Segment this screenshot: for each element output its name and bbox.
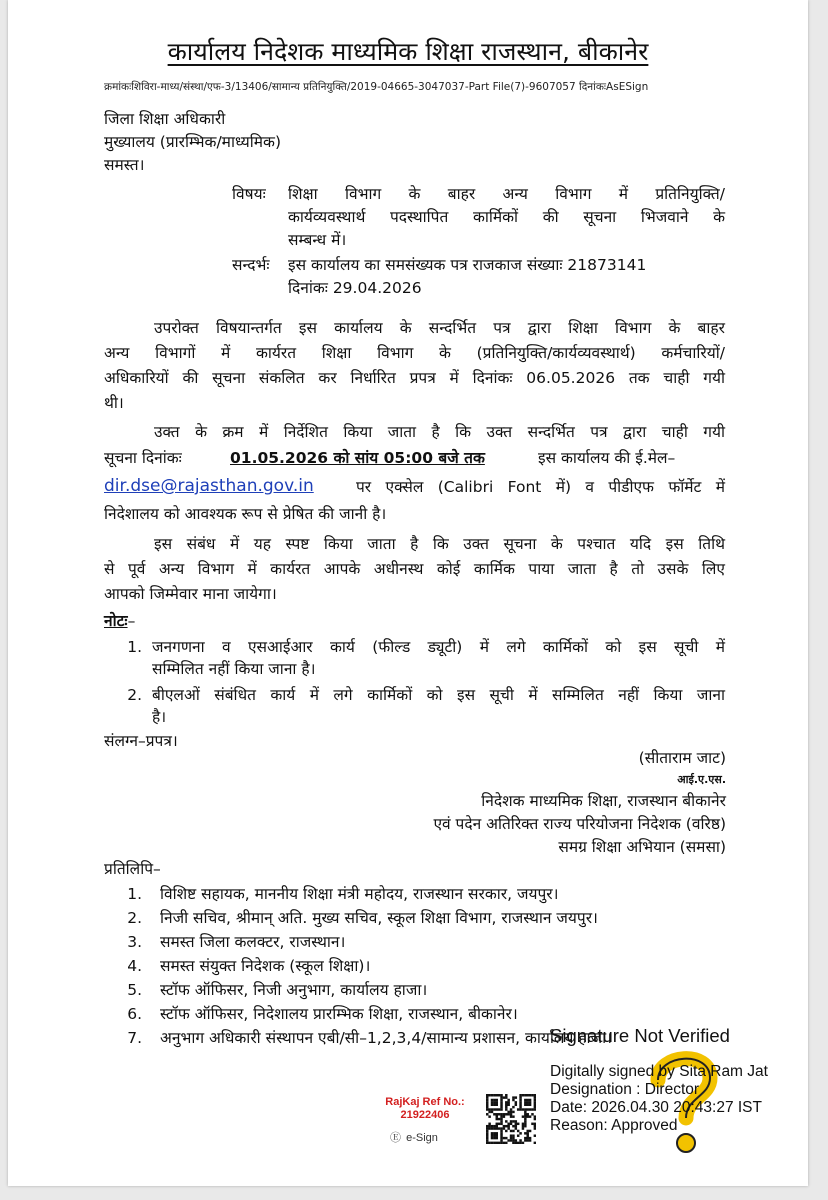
qr-module bbox=[503, 1096, 505, 1098]
qr-module bbox=[522, 1115, 524, 1117]
qr-module bbox=[488, 1115, 490, 1117]
signatory-designation-3: समग्र शिक्षा अभियान (समसा) bbox=[558, 838, 726, 856]
paragraph-2-date-prefix: सूचना दिनांकः bbox=[104, 449, 182, 467]
qr-module bbox=[496, 1142, 498, 1144]
qr-module bbox=[515, 1120, 517, 1122]
addressee-line-2: मुख्यालय (प्रारम्भिक/माध्यमिक) bbox=[104, 133, 282, 151]
qr-module bbox=[526, 1104, 528, 1106]
qr-module bbox=[493, 1137, 495, 1139]
qr-module bbox=[510, 1113, 512, 1115]
qr-module bbox=[488, 1111, 490, 1113]
qr-module bbox=[512, 1125, 514, 1127]
signature-signed-by: Digitally signed by Sita Ram Jat bbox=[550, 1063, 768, 1080]
qr-module bbox=[519, 1106, 521, 1108]
qr-module bbox=[512, 1115, 514, 1117]
signature-date: Date: 2026.04.30 20:43:27 IST bbox=[550, 1099, 762, 1116]
note-item-number: 1. bbox=[127, 638, 142, 656]
qr-module bbox=[488, 1123, 490, 1125]
qr-module bbox=[486, 1125, 488, 1127]
reference-number-line: क्रमांकःशिविरा-माध्य/संस्था/एफ-3/13406/सामान्य प्रतिनियुक्ति/2019-04665-3047037-Part File(7)-9607057 दिनांकःAsESign bbox=[104, 81, 649, 93]
qr-module bbox=[503, 1137, 505, 1139]
qr-module bbox=[510, 1120, 512, 1122]
signatory-designation-1: निदेशक माध्यमिक शिक्षा, राजस्थान बीकानेर bbox=[481, 792, 726, 810]
qr-module bbox=[486, 1113, 488, 1115]
signatory-service: आई.ए.एस. bbox=[677, 773, 726, 786]
reference-line-1: इस कार्यालय का समसंख्यक पत्र राजकाज संख्याः 21873141 bbox=[288, 256, 647, 274]
qr-module bbox=[534, 1142, 536, 1144]
qr-module bbox=[534, 1099, 536, 1101]
reference-line-2: दिनांकः 29.04.2026 bbox=[288, 279, 422, 297]
qr-module bbox=[524, 1137, 526, 1139]
qr-module bbox=[529, 1104, 531, 1106]
copy-item-2: निजी सचिव, श्रीमान् अति. मुख्य सचिव, स्कूल शिक्षा विभाग, राजस्थान जयपुर। bbox=[160, 909, 598, 927]
qr-module bbox=[496, 1132, 498, 1134]
qr-module bbox=[515, 1142, 517, 1144]
qr-module bbox=[496, 1101, 498, 1103]
qr-module bbox=[534, 1096, 536, 1098]
qr-module bbox=[500, 1099, 502, 1101]
qr-module bbox=[524, 1104, 526, 1106]
reference-label: सन्दर्भः bbox=[232, 256, 270, 274]
qr-module bbox=[500, 1120, 502, 1122]
qr-module bbox=[486, 1127, 488, 1129]
qr-module bbox=[534, 1127, 536, 1129]
qr-module bbox=[488, 1094, 490, 1096]
qr-module bbox=[491, 1094, 493, 1096]
qr-module bbox=[531, 1094, 533, 1096]
paragraph-2-line-3: पर एक्सेल (Calibri Font में) व पीडीएफ फॉर्मेट में bbox=[356, 478, 725, 496]
qr-module bbox=[510, 1111, 512, 1113]
qr-module bbox=[524, 1108, 526, 1110]
qr-module bbox=[517, 1123, 519, 1125]
qr-module bbox=[529, 1094, 531, 1096]
qr-module bbox=[491, 1132, 493, 1134]
qr-module bbox=[526, 1108, 528, 1110]
qr-module bbox=[500, 1108, 502, 1110]
qr-module bbox=[510, 1134, 512, 1136]
qr-module bbox=[524, 1101, 526, 1103]
qr-module bbox=[534, 1101, 536, 1103]
qr-module bbox=[486, 1104, 488, 1106]
qr-module bbox=[500, 1094, 502, 1096]
qr-module bbox=[491, 1099, 493, 1101]
copy-item-1: विशिष्ट सहायक, माननीय शिक्षा मंत्री महोदय, राजस्थान सरकार, जयपुर। bbox=[160, 885, 559, 903]
qr-module bbox=[522, 1094, 524, 1096]
qr-module bbox=[531, 1123, 533, 1125]
subject-label: विषयः bbox=[232, 185, 266, 203]
qr-module bbox=[500, 1139, 502, 1141]
qr-module bbox=[503, 1113, 505, 1115]
signatory-designation-2: एवं पदेन अतिरिक्त राज्य परियोजना निदेशक (वरिष्ठ) bbox=[433, 815, 726, 833]
qr-module bbox=[529, 1130, 531, 1132]
qr-module bbox=[526, 1134, 528, 1136]
qr-module bbox=[505, 1142, 507, 1144]
qr-module bbox=[510, 1139, 512, 1141]
qr-module bbox=[491, 1125, 493, 1127]
qr-module bbox=[493, 1127, 495, 1129]
qr-module bbox=[515, 1139, 517, 1141]
qr-module bbox=[519, 1108, 521, 1110]
qr-module bbox=[524, 1099, 526, 1101]
qr-module bbox=[486, 1132, 488, 1134]
qr-module bbox=[519, 1142, 521, 1144]
qr-module bbox=[496, 1099, 498, 1101]
subject-line-1: शिक्षा विभाग के बाहर अन्य विभाग में प्रतिनियुक्ति/ bbox=[288, 185, 725, 203]
qr-module bbox=[488, 1142, 490, 1144]
qr-module bbox=[486, 1099, 488, 1101]
qr-module bbox=[515, 1125, 517, 1127]
qr-module bbox=[496, 1104, 498, 1106]
qr-module bbox=[524, 1111, 526, 1113]
qr-module bbox=[507, 1123, 509, 1125]
qr-module bbox=[519, 1104, 521, 1106]
qr-module bbox=[515, 1101, 517, 1103]
qr-module bbox=[507, 1125, 509, 1127]
copy-item-number: 5. bbox=[127, 981, 142, 999]
qr-module bbox=[500, 1106, 502, 1108]
copy-item-6: स्टॉफ ऑफिसर, निदेशालय प्रारम्भिक शिक्षा, राजस्थान, बीकानेर। bbox=[160, 1005, 518, 1023]
copy-item-5: स्टॉफ ऑफिसर, निजी अनुभाग, कार्यालय हाजा। bbox=[160, 981, 428, 999]
qr-module bbox=[498, 1113, 500, 1115]
qr-module bbox=[486, 1134, 488, 1136]
qr-module bbox=[515, 1096, 517, 1098]
qr-module bbox=[526, 1099, 528, 1101]
qr-module bbox=[500, 1104, 502, 1106]
qr-module bbox=[517, 1142, 519, 1144]
paragraph-3-line-3: आपको जिम्मेवार माना जायेगा। bbox=[104, 585, 277, 603]
qr-module bbox=[493, 1099, 495, 1101]
qr-module bbox=[510, 1123, 512, 1125]
copy-item-number: 7. bbox=[127, 1029, 142, 1047]
paragraph-1-line-4: थी। bbox=[104, 394, 124, 412]
qr-module bbox=[522, 1142, 524, 1144]
qr-module bbox=[515, 1127, 517, 1129]
qr-module bbox=[531, 1113, 533, 1115]
esign-label: e-Sign bbox=[406, 1132, 438, 1144]
qr-module bbox=[507, 1113, 509, 1115]
qr-module bbox=[519, 1099, 521, 1101]
qr-module bbox=[519, 1094, 521, 1096]
qr-module bbox=[517, 1108, 519, 1110]
qr-module bbox=[491, 1142, 493, 1144]
qr-module bbox=[524, 1123, 526, 1125]
signature-status: Signature Not Verified bbox=[550, 1025, 730, 1046]
copy-item-number: 6. bbox=[127, 1005, 142, 1023]
qr-module bbox=[534, 1104, 536, 1106]
qr-module bbox=[498, 1127, 500, 1129]
qr-module bbox=[505, 1130, 507, 1132]
qr-module bbox=[498, 1108, 500, 1110]
qr-module bbox=[507, 1139, 509, 1141]
qr-module bbox=[512, 1120, 514, 1122]
qr-module bbox=[522, 1125, 524, 1127]
qr-module bbox=[486, 1106, 488, 1108]
qr-module bbox=[496, 1134, 498, 1136]
esign-mark bbox=[390, 1126, 438, 1145]
copy-item-number: 4. bbox=[127, 957, 142, 975]
qr-module bbox=[493, 1108, 495, 1110]
qr-module bbox=[498, 1142, 500, 1144]
note-item-number: 2. bbox=[127, 686, 142, 704]
qr-module bbox=[512, 1096, 514, 1098]
qr-module bbox=[486, 1096, 488, 1098]
qr-module bbox=[529, 1101, 531, 1103]
qr-module bbox=[512, 1111, 514, 1113]
qr-module bbox=[534, 1134, 536, 1136]
qr-module bbox=[493, 1134, 495, 1136]
qr-module bbox=[488, 1125, 490, 1127]
qr-module bbox=[503, 1115, 505, 1117]
qr-module bbox=[496, 1137, 498, 1139]
rajkaj-ref-number: 21922406 bbox=[400, 1109, 450, 1121]
qr-module bbox=[526, 1113, 528, 1115]
qr-module bbox=[519, 1132, 521, 1134]
qr-module bbox=[529, 1108, 531, 1110]
qr-module bbox=[534, 1094, 536, 1096]
addressee-line-1: जिला शिक्षा अधिकारी bbox=[104, 110, 226, 128]
qr-module bbox=[505, 1120, 507, 1122]
qr-module bbox=[498, 1123, 500, 1125]
qr-module bbox=[522, 1108, 524, 1110]
qr-module bbox=[515, 1104, 517, 1106]
note-heading bbox=[104, 610, 135, 632]
qr-module bbox=[491, 1137, 493, 1139]
qr-module bbox=[493, 1125, 495, 1127]
qr-module bbox=[534, 1125, 536, 1127]
qr-module bbox=[503, 1127, 505, 1129]
qr-module bbox=[526, 1139, 528, 1141]
qr-module bbox=[531, 1108, 533, 1110]
qr-module bbox=[498, 1118, 500, 1120]
office-title: कार्यालय निदेशक माध्यमिक शिक्षा राजस्थान, बीकानेर bbox=[167, 37, 649, 66]
qr-module bbox=[503, 1125, 505, 1127]
qr-module bbox=[512, 1142, 514, 1144]
qr-module bbox=[496, 1113, 498, 1115]
qr-module bbox=[510, 1130, 512, 1132]
qr-module bbox=[496, 1094, 498, 1096]
note-item-1-line-1: जनगणना व एसआईआर कार्य (फील्ड ड्यूटी) में लगे कार्मिकों को इस सूची में bbox=[152, 638, 725, 656]
qr-module bbox=[534, 1106, 536, 1108]
qr-module bbox=[503, 1142, 505, 1144]
note-item-2-line-2: है। bbox=[152, 708, 167, 726]
qr-module bbox=[512, 1130, 514, 1132]
qr-module bbox=[493, 1113, 495, 1115]
paragraph-1-line-2: अन्य विभागों में कार्यरत शिक्षा विभाग के (प्रतिनियुक्ति/कार्यव्यवस्थार्थ) कर्मचारियों/ bbox=[104, 344, 725, 362]
qr-module bbox=[510, 1108, 512, 1110]
addressee-line-3: समस्त। bbox=[104, 156, 145, 174]
qr-module bbox=[524, 1113, 526, 1115]
copy-item-3: समस्त जिला कलक्टर, राजस्थान। bbox=[160, 933, 346, 951]
qr-module bbox=[500, 1132, 502, 1134]
signature-reason: Reason: Approved bbox=[550, 1117, 678, 1134]
note-label: नोटः bbox=[104, 612, 128, 630]
subject-line-2: कार्यव्यवस्थार्थ पदस्थापित कार्मिकों की सूचना भिजवाने के bbox=[288, 208, 725, 226]
qr-module bbox=[524, 1132, 526, 1134]
qr-module bbox=[496, 1108, 498, 1110]
qr-module bbox=[491, 1101, 493, 1103]
qr-module bbox=[534, 1108, 536, 1110]
qr-module bbox=[524, 1115, 526, 1117]
qr-module bbox=[493, 1132, 495, 1134]
qr-module bbox=[529, 1137, 531, 1139]
qr-module bbox=[524, 1125, 526, 1127]
qr-module bbox=[526, 1137, 528, 1139]
note-item-1-line-2: सम्मिलित नहीं किया जाना है। bbox=[152, 660, 316, 678]
qr-module bbox=[500, 1130, 502, 1132]
qr-module bbox=[496, 1118, 498, 1120]
qr-module bbox=[526, 1101, 528, 1103]
enclosure-text: संलग्न–प्रपत्र। bbox=[104, 732, 178, 750]
qr-module bbox=[500, 1137, 502, 1139]
paragraph-2-line-4: निदेशालय को आवश्यक रूप से प्रेषित की जानी है। bbox=[104, 505, 387, 523]
qr-module bbox=[519, 1139, 521, 1141]
qr-module bbox=[493, 1142, 495, 1144]
qr-code bbox=[486, 1094, 536, 1144]
qr-module bbox=[526, 1115, 528, 1117]
qr-module bbox=[534, 1123, 536, 1125]
deadline-date: 01.05.2026 को सांय 05:00 बजे तक bbox=[230, 449, 485, 467]
document-page bbox=[8, 0, 808, 1186]
qr-module bbox=[486, 1094, 488, 1096]
qr-module bbox=[526, 1132, 528, 1134]
qr-module bbox=[496, 1125, 498, 1127]
qr-module bbox=[486, 1108, 488, 1110]
qr-module bbox=[507, 1111, 509, 1113]
qr-module bbox=[505, 1104, 507, 1106]
qr-module bbox=[526, 1130, 528, 1132]
qr-module bbox=[491, 1104, 493, 1106]
qr-module bbox=[507, 1104, 509, 1106]
qr-module bbox=[505, 1096, 507, 1098]
qr-module bbox=[512, 1099, 514, 1101]
qr-module bbox=[500, 1096, 502, 1098]
qr-module bbox=[529, 1115, 531, 1117]
copy-item-4: समस्त संयुक्त निदेशक (स्कूल शिक्षा)। bbox=[160, 957, 371, 975]
paragraph-1-line-1: उपरोक्त विषयान्तर्गत इस कार्यालय के सन्दर्भित पत्र द्वारा शिक्षा विभाग के बाहर bbox=[154, 319, 725, 337]
qr-module bbox=[488, 1127, 490, 1129]
qr-module bbox=[507, 1099, 509, 1101]
qr-module bbox=[522, 1127, 524, 1129]
qr-module bbox=[505, 1113, 507, 1115]
qr-module bbox=[486, 1130, 488, 1132]
qr-module bbox=[512, 1137, 514, 1139]
paragraph-2-email-intro: इस कार्यालय की ई.मेल– bbox=[538, 449, 676, 467]
copy-item-number: 1. bbox=[127, 885, 142, 903]
qr-module bbox=[529, 1139, 531, 1141]
qr-module bbox=[491, 1134, 493, 1136]
qr-module bbox=[526, 1094, 528, 1096]
paragraph-3-line-1: इस संबंध में यह स्पष्ट किया जाता है कि उक्त सूचना के पश्चात यदि इस तिथि bbox=[154, 535, 725, 553]
qr-module bbox=[493, 1101, 495, 1103]
qr-module bbox=[512, 1139, 514, 1141]
qr-module bbox=[512, 1106, 514, 1108]
qr-module bbox=[491, 1108, 493, 1110]
qr-module bbox=[505, 1106, 507, 1108]
qr-module bbox=[496, 1123, 498, 1125]
copy-item-number: 3. bbox=[127, 933, 142, 951]
qr-module bbox=[486, 1101, 488, 1103]
qr-module bbox=[500, 1127, 502, 1129]
qr-module bbox=[500, 1123, 502, 1125]
copy-item-7: अनुभाग अधिकारी संस्थापन एबी/सी–1,2,3,4/सामान्य प्रशासन, कार्यालय हाजा। bbox=[160, 1029, 612, 1047]
qr-module bbox=[524, 1139, 526, 1141]
copy-to-label: प्रतिलिपि– bbox=[104, 860, 161, 878]
qr-module bbox=[493, 1104, 495, 1106]
qr-module bbox=[507, 1127, 509, 1129]
qr-module bbox=[500, 1118, 502, 1120]
qr-module bbox=[524, 1094, 526, 1096]
qr-module bbox=[505, 1108, 507, 1110]
paragraph-1-line-3: अधिकारियों की सूचना संकलित कर निर्धारित प्रपत्र में दिनांकः 06.05.2026 तक चाही गयी bbox=[104, 369, 725, 387]
qr-module bbox=[505, 1125, 507, 1127]
qr-module bbox=[493, 1094, 495, 1096]
qr-module bbox=[519, 1101, 521, 1103]
esign-icon: Ⓔ bbox=[390, 1132, 401, 1144]
note-item-2-line-1: बीएलओं संबंधित कार्य में लगे कार्मिकों को इस सूची में सम्मिलित नहीं किया जाना bbox=[152, 686, 725, 704]
qr-module bbox=[491, 1111, 493, 1113]
qr-module bbox=[486, 1139, 488, 1141]
qr-module bbox=[486, 1137, 488, 1139]
qr-module bbox=[524, 1118, 526, 1120]
email-link[interactable]: dir.dse@rajasthan.gov.in bbox=[104, 476, 314, 496]
note-dash: – bbox=[127, 612, 136, 630]
qr-module bbox=[500, 1101, 502, 1103]
qr-module bbox=[510, 1115, 512, 1117]
qr-module bbox=[512, 1134, 514, 1136]
signatory-name: (सीताराम जाट) bbox=[638, 749, 726, 767]
subject-line-3: सम्बन्ध में। bbox=[288, 231, 347, 249]
qr-module bbox=[500, 1115, 502, 1117]
qr-module bbox=[500, 1113, 502, 1115]
paragraph-2-line-1: उक्त के क्रम में निर्देशित किया जाता है कि उक्त सन्दर्भित पत्र द्वारा चाही गयी bbox=[154, 423, 725, 441]
qr-module bbox=[488, 1108, 490, 1110]
qr-module bbox=[519, 1096, 521, 1098]
qr-module bbox=[534, 1115, 536, 1117]
qr-module bbox=[500, 1142, 502, 1144]
signature-designation: Designation : Director bbox=[550, 1081, 700, 1098]
qr-module bbox=[507, 1101, 509, 1103]
copy-item-number: 2. bbox=[127, 909, 142, 927]
qr-module bbox=[529, 1099, 531, 1101]
qr-module bbox=[524, 1120, 526, 1122]
qr-module bbox=[522, 1123, 524, 1125]
qr-module bbox=[510, 1137, 512, 1139]
paragraph-3-line-2: से पूर्व अन्य विभाग में कार्यरत आपके अधीनस्थ कोई कार्मिक पाया जाता है तो उसके लिए bbox=[104, 560, 725, 578]
qr-module bbox=[496, 1127, 498, 1129]
qr-module bbox=[517, 1134, 519, 1136]
qr-module bbox=[486, 1142, 488, 1144]
qr-module bbox=[498, 1094, 500, 1096]
qr-module bbox=[534, 1118, 536, 1120]
qr-module bbox=[496, 1115, 498, 1117]
qr-module bbox=[515, 1123, 517, 1125]
qr-module bbox=[517, 1130, 519, 1132]
qr-module bbox=[505, 1094, 507, 1096]
qr-module bbox=[505, 1101, 507, 1103]
qr-module bbox=[505, 1137, 507, 1139]
qr-module bbox=[491, 1127, 493, 1129]
qr-module bbox=[500, 1134, 502, 1136]
rajkaj-ref-label: RajKaj Ref No.: bbox=[385, 1096, 465, 1108]
